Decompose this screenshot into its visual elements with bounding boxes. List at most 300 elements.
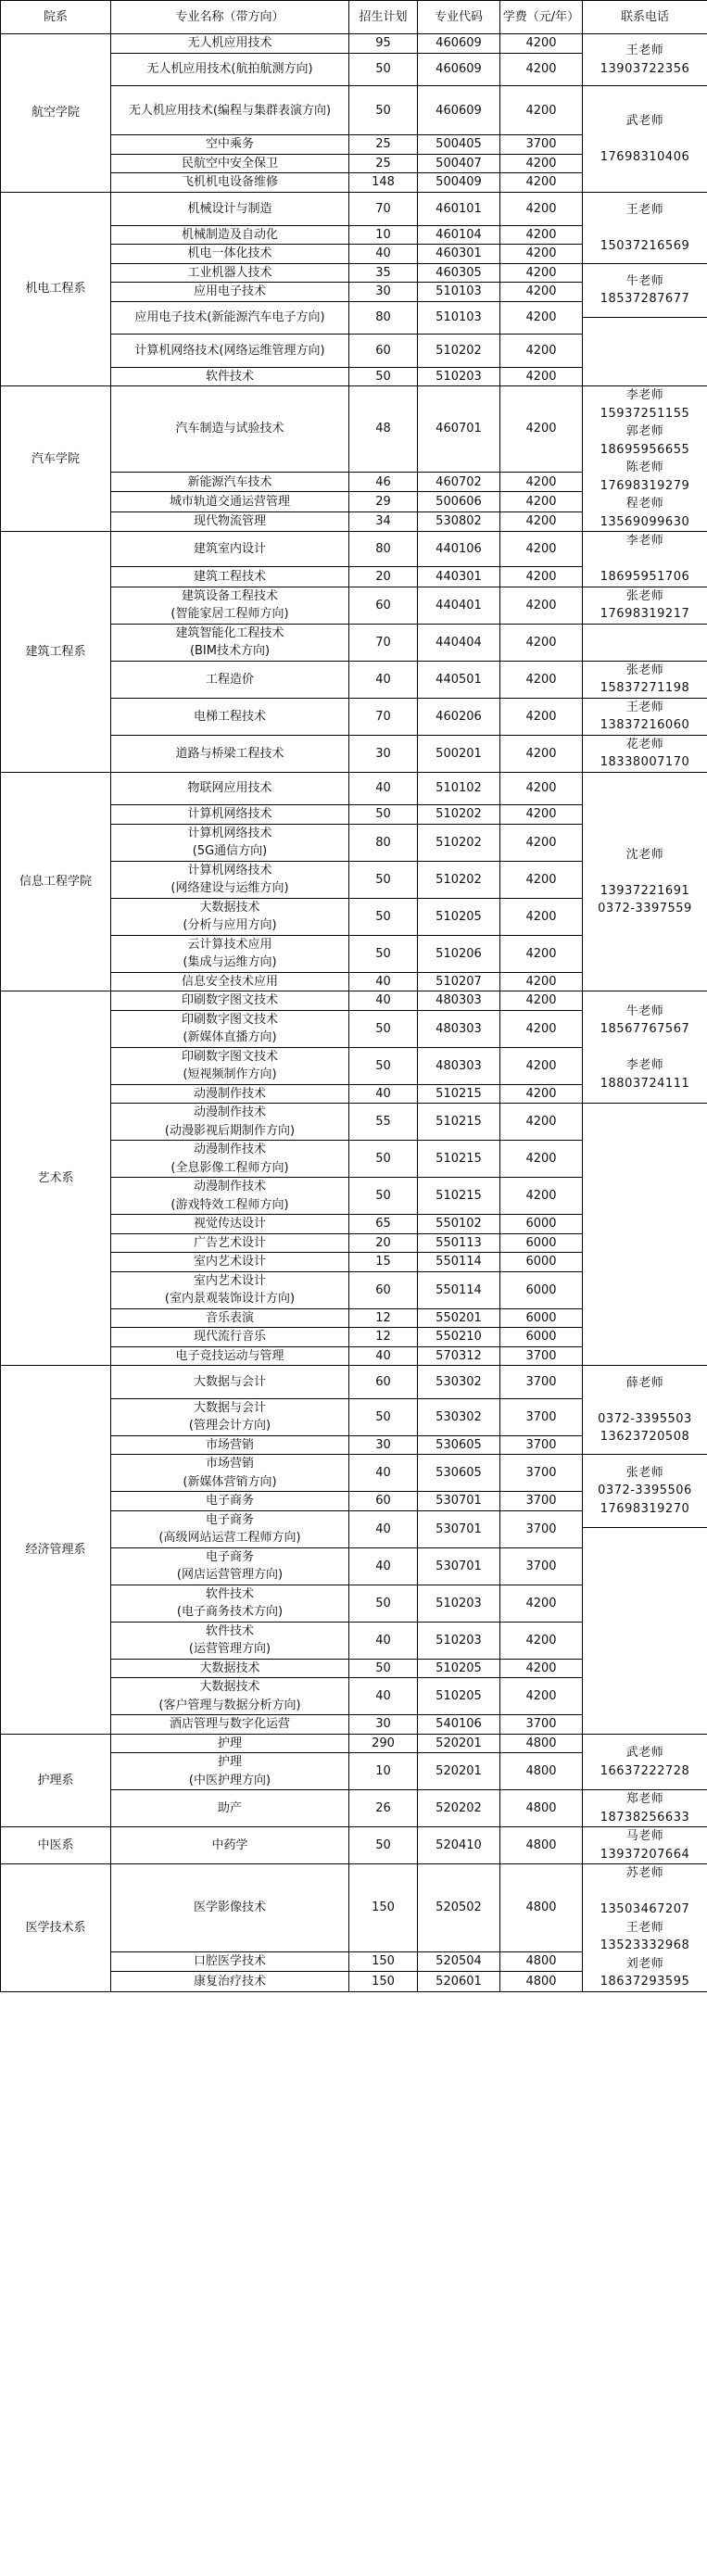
code-cell: 480303 [418, 1010, 500, 1047]
code-cell: 510205 [418, 1678, 500, 1715]
code-cell: 530302 [418, 1398, 500, 1435]
fee-cell: 3700 [500, 1510, 583, 1547]
major-cell: 大数据与会计 [111, 1366, 349, 1399]
major-cell: 医学影像技术 [111, 1864, 349, 1951]
contact-cell [583, 1527, 707, 1734]
fee-cell: 4200 [500, 511, 583, 531]
major-cell: 视觉传达设计 [111, 1215, 349, 1234]
table-row [1, 772, 707, 789]
code-cell: 500201 [418, 735, 500, 772]
code-cell: 510215 [418, 1141, 500, 1178]
major-cell: 软件技术 [111, 367, 349, 386]
code-cell: 510202 [418, 335, 500, 368]
major-cell: 动漫制作技术 (游戏特效工程师方向) [111, 1178, 349, 1215]
code-cell: 480303 [418, 1047, 500, 1084]
header-fee: 学费（元/年） [500, 1, 583, 34]
code-cell: 460702 [418, 473, 500, 492]
plan-cell: 10 [349, 225, 418, 245]
fee-cell: 3700 [500, 1547, 583, 1585]
fee-cell: 4200 [500, 301, 583, 335]
major-cell: 物联网应用技术 [111, 772, 349, 805]
major-cell: 机械设计与制造 [111, 192, 349, 225]
major-cell: 机械制造及自动化 [111, 225, 349, 245]
contact-cell: 武老师 17698310406 [583, 86, 707, 193]
code-cell: 460609 [418, 34, 500, 54]
contact-cell: 李老师 15937251155 郭老师 18695956655 陈老师 17698319279 程老师 13569099630 [583, 386, 707, 532]
code-cell: 460104 [418, 225, 500, 245]
table-body [1, 34, 707, 1992]
major-cell: 口腔医学技术 [111, 1951, 349, 1972]
plan-cell: 65 [349, 1215, 418, 1234]
code-cell: 530302 [418, 1366, 500, 1399]
major-cell: 电梯工程技术 [111, 698, 349, 735]
code-cell: 520502 [418, 1864, 500, 1951]
contact-cell: 苏老师 13503467207 王老师 13523332968 刘老师 18637293595 [583, 1864, 707, 1992]
fee-cell: 4800 [500, 1753, 583, 1790]
code-cell: 530701 [418, 1547, 500, 1585]
table-row [1, 1734, 707, 1753]
contact-cell: 花老师 18338007170 [583, 735, 707, 772]
plan-cell: 25 [349, 154, 418, 173]
code-cell: 460701 [418, 386, 500, 473]
plan-cell: 60 [349, 1492, 418, 1511]
header-row [1, 1, 707, 34]
plan-cell: 150 [349, 1864, 418, 1951]
code-cell: 510215 [418, 1084, 500, 1104]
major-cell: 市场营销 (新媒体营销方向) [111, 1455, 349, 1492]
major-cell: 无人机应用技术(编程与集群表演方向) [111, 86, 349, 135]
code-cell: 440404 [418, 624, 500, 661]
plan-cell: 40 [349, 1455, 418, 1492]
code-cell: 520201 [418, 1753, 500, 1790]
fee-cell: 4200 [500, 225, 583, 245]
plan-cell: 12 [349, 1308, 418, 1328]
code-cell: 510202 [418, 805, 500, 825]
fee-cell: 4200 [500, 1010, 583, 1047]
plan-cell: 40 [349, 1084, 418, 1104]
fee-cell: 4200 [500, 1585, 583, 1622]
fee-cell: 4200 [500, 532, 583, 567]
major-cell: 建筑室内设计 [111, 532, 349, 567]
code-cell: 440301 [418, 567, 500, 587]
major-cell: 印刷数字图文技术 [111, 991, 349, 1011]
header-plan: 招生计划 [349, 1, 418, 34]
major-cell: 动漫制作技术 (全息影像工程师方向) [111, 1141, 349, 1178]
contact-cell: 马老师 13937207664 [583, 1827, 707, 1864]
table-row [1, 1366, 707, 1383]
fee-cell: 4800 [500, 1864, 583, 1951]
code-cell: 520504 [418, 1951, 500, 1972]
fee-cell: 4200 [500, 824, 583, 861]
plan-cell: 70 [349, 192, 418, 225]
dept-cell: 经济管理系 [1, 1366, 111, 1735]
code-cell: 550210 [418, 1328, 500, 1347]
major-cell: 印刷数字图文技术 (新媒体直播方向) [111, 1010, 349, 1047]
code-cell: 550114 [418, 1271, 500, 1308]
fee-cell: 6000 [500, 1253, 583, 1272]
fee-cell: 3700 [500, 1435, 583, 1455]
table-row [1, 34, 707, 54]
code-cell: 510205 [418, 898, 500, 935]
fee-cell: 3700 [500, 1346, 583, 1366]
table-row [1, 1827, 707, 1846]
fee-cell: 4800 [500, 1790, 583, 1827]
plan-cell: 50 [349, 1398, 418, 1435]
plan-cell: 12 [349, 1328, 418, 1347]
contact-cell: 张老师 0372-3395506 17698319270 [583, 1455, 707, 1527]
code-cell: 480303 [418, 991, 500, 1011]
plan-cell: 50 [349, 1585, 418, 1622]
plan-cell: 20 [349, 567, 418, 587]
fee-cell: 4200 [500, 86, 583, 135]
plan-cell: 50 [349, 1047, 418, 1084]
plan-cell: 80 [349, 824, 418, 861]
major-cell: 室内艺术设计 [111, 1253, 349, 1272]
plan-cell: 70 [349, 698, 418, 735]
major-cell: 大数据与会计 (管理会计方向) [111, 1398, 349, 1435]
fee-cell: 4200 [500, 698, 583, 735]
major-cell: 护理 [111, 1734, 349, 1753]
contact-cell [583, 318, 707, 386]
table-row [1, 386, 707, 404]
major-cell: 动漫制作技术 [111, 1084, 349, 1104]
fee-cell: 4200 [500, 1141, 583, 1178]
fee-cell: 4200 [500, 1678, 583, 1715]
code-cell: 440401 [418, 587, 500, 624]
fee-cell: 4800 [500, 1972, 583, 1992]
plan-cell: 35 [349, 263, 418, 283]
dept-cell: 建筑工程系 [1, 532, 111, 773]
code-cell: 510202 [418, 824, 500, 861]
fee-cell: 4200 [500, 735, 583, 772]
major-cell: 大数据技术 (客户管理与数据分析方向) [111, 1678, 349, 1715]
major-cell: 电子商务 (高级网站运营工程师方向) [111, 1510, 349, 1547]
major-cell: 建筑设备工程技术 (智能家居工程师方向) [111, 587, 349, 624]
fee-cell: 6000 [500, 1328, 583, 1347]
major-cell: 酒店管理与数字化运营 [111, 1715, 349, 1735]
code-cell: 460206 [418, 698, 500, 735]
code-cell: 500409 [418, 173, 500, 193]
plan-cell: 148 [349, 173, 418, 193]
plan-cell: 40 [349, 991, 418, 1011]
major-cell: 计算机网络技术 (5G通信方向) [111, 824, 349, 861]
major-cell: 现代物流管理 [111, 511, 349, 531]
code-cell: 550102 [418, 1215, 500, 1234]
code-cell: 500606 [418, 492, 500, 511]
major-cell: 印刷数字图文技术 (短视频制作方向) [111, 1047, 349, 1084]
fee-cell: 4200 [500, 245, 583, 264]
major-cell: 大数据技术 [111, 1659, 349, 1678]
major-cell: 无人机应用技术 [111, 34, 349, 54]
dept-cell: 航空学院 [1, 34, 111, 193]
plan-cell: 48 [349, 386, 418, 473]
plan-cell: 46 [349, 473, 418, 492]
contact-cell: 王老师 13903722356 [583, 34, 707, 86]
fee-cell: 4200 [500, 861, 583, 898]
contact-cell: 牛老师 18567767567 李老师 18803724111 [583, 991, 707, 1104]
plan-cell: 40 [349, 1346, 418, 1366]
plan-cell: 50 [349, 1178, 418, 1215]
fee-cell: 3700 [500, 135, 583, 155]
fee-cell: 4200 [500, 53, 583, 86]
table-row [1, 532, 707, 549]
dept-cell: 艺术系 [1, 991, 111, 1366]
dept-cell: 护理系 [1, 1734, 111, 1827]
dept-cell: 汽车学院 [1, 386, 111, 532]
table-row [1, 1864, 707, 1882]
plan-cell: 50 [349, 935, 418, 972]
plan-cell: 40 [349, 772, 418, 805]
fee-cell: 4200 [500, 772, 583, 805]
fee-cell: 4200 [500, 367, 583, 386]
fee-cell: 4200 [500, 34, 583, 54]
major-cell: 动漫制作技术 (动漫影视后期制作方向) [111, 1104, 349, 1141]
code-cell: 510215 [418, 1104, 500, 1141]
major-cell: 广告艺术设计 [111, 1233, 349, 1253]
code-cell: 520202 [418, 1790, 500, 1827]
major-cell: 空中乘务 [111, 135, 349, 155]
code-cell: 550201 [418, 1308, 500, 1328]
major-cell: 新能源汽车技术 [111, 473, 349, 492]
plan-cell: 50 [349, 805, 418, 825]
plan-cell: 95 [349, 34, 418, 54]
fee-cell: 4200 [500, 492, 583, 511]
major-cell: 汽车制造与试验技术 [111, 386, 349, 473]
fee-cell: 4200 [500, 935, 583, 972]
major-cell: 飞机机电设备维修 [111, 173, 349, 193]
major-cell: 云计算技术应用 (集成与运维方向) [111, 935, 349, 972]
code-cell: 440106 [418, 532, 500, 567]
major-cell: 康复治疗技术 [111, 1972, 349, 1992]
code-cell: 530701 [418, 1510, 500, 1547]
contact-cell: 薛老师 0372-3395503 13623720508 [583, 1366, 707, 1455]
plan-cell: 40 [349, 1622, 418, 1659]
major-cell: 计算机网络技术 [111, 805, 349, 825]
plan-cell: 50 [349, 1141, 418, 1178]
table-row [1, 192, 707, 208]
plan-cell: 40 [349, 1678, 418, 1715]
fee-cell: 4200 [500, 661, 583, 698]
code-cell: 530802 [418, 511, 500, 531]
plan-cell: 150 [349, 1972, 418, 1992]
plan-cell: 40 [349, 1547, 418, 1585]
code-cell: 520601 [418, 1972, 500, 1992]
fee-cell: 4200 [500, 386, 583, 473]
fee-cell: 4200 [500, 263, 583, 283]
major-cell: 工业机器人技术 [111, 263, 349, 283]
code-cell: 510203 [418, 1622, 500, 1659]
code-cell: 530605 [418, 1435, 500, 1455]
major-cell: 软件技术 (电子商务技术方向) [111, 1585, 349, 1622]
fee-cell: 4200 [500, 1178, 583, 1215]
code-cell: 510202 [418, 861, 500, 898]
contact-cell: 武老师 16637222728 [583, 1734, 707, 1790]
plan-cell: 150 [349, 1951, 418, 1972]
major-cell: 计算机网络技术 (网络建设与运维方向) [111, 861, 349, 898]
code-cell: 440501 [418, 661, 500, 698]
major-cell: 计算机网络技术(网络运维管理方向) [111, 335, 349, 368]
dept-cell: 机电工程系 [1, 192, 111, 385]
plan-cell: 40 [349, 1510, 418, 1547]
major-cell: 应用电子技术 [111, 283, 349, 302]
plan-cell: 80 [349, 532, 418, 567]
fee-cell: 4200 [500, 283, 583, 302]
major-cell: 信息安全技术应用 [111, 972, 349, 991]
fee-cell: 4200 [500, 898, 583, 935]
header-major: 专业名称（带方向） [111, 1, 349, 34]
plan-cell: 60 [349, 335, 418, 368]
plan-cell: 40 [349, 661, 418, 698]
plan-cell: 40 [349, 972, 418, 991]
plan-cell: 290 [349, 1734, 418, 1753]
code-cell: 530605 [418, 1455, 500, 1492]
major-cell: 电子商务 [111, 1492, 349, 1511]
major-cell: 城市轨道交通运营管理 [111, 492, 349, 511]
major-cell: 市场营销 [111, 1435, 349, 1455]
fee-cell: 3700 [500, 1398, 583, 1435]
code-cell: 510206 [418, 935, 500, 972]
plan-cell: 50 [349, 86, 418, 135]
fee-cell: 4200 [500, 154, 583, 173]
plan-cell: 50 [349, 53, 418, 86]
major-cell: 应用电子技术(新能源汽车电子方向) [111, 301, 349, 335]
fee-cell: 4200 [500, 335, 583, 368]
fee-cell: 4200 [500, 1104, 583, 1141]
fee-cell: 4200 [500, 1622, 583, 1659]
dept-cell: 中医系 [1, 1827, 111, 1864]
code-cell: 510103 [418, 283, 500, 302]
major-cell: 电子商务 (网店运营管理方向) [111, 1547, 349, 1585]
plan-cell: 30 [349, 735, 418, 772]
fee-cell: 6000 [500, 1215, 583, 1234]
major-cell: 道路与桥梁工程技术 [111, 735, 349, 772]
major-cell: 护理 (中医护理方向) [111, 1753, 349, 1790]
plan-cell: 55 [349, 1104, 418, 1141]
fee-cell: 4200 [500, 473, 583, 492]
fee-cell: 3700 [500, 1715, 583, 1735]
code-cell: 540106 [418, 1715, 500, 1735]
fee-cell: 4200 [500, 587, 583, 624]
fee-cell: 3700 [500, 1455, 583, 1492]
fee-cell: 3700 [500, 1366, 583, 1399]
plan-cell: 50 [349, 861, 418, 898]
fee-cell: 4800 [500, 1827, 583, 1864]
plan-cell: 25 [349, 135, 418, 155]
code-cell: 510102 [418, 772, 500, 805]
major-cell: 机电一体化技术 [111, 245, 349, 264]
dept-cell: 信息工程学院 [1, 772, 111, 991]
table-row [1, 991, 707, 1011]
major-cell: 建筑智能化工程技术 (BIM技术方向) [111, 624, 349, 661]
code-cell: 530701 [418, 1492, 500, 1511]
fee-cell: 4200 [500, 1659, 583, 1678]
plan-cell: 50 [349, 1659, 418, 1678]
plan-cell: 50 [349, 898, 418, 935]
major-cell: 软件技术 (运营管理方向) [111, 1622, 349, 1659]
code-cell: 520201 [418, 1734, 500, 1753]
fee-cell: 4200 [500, 1084, 583, 1104]
contact-cell: 张老师 17698319217 [583, 587, 707, 624]
code-cell: 520410 [418, 1827, 500, 1864]
code-cell: 550113 [418, 1233, 500, 1253]
plan-cell: 30 [349, 1715, 418, 1735]
code-cell: 500405 [418, 135, 500, 155]
code-cell: 460609 [418, 86, 500, 135]
contact-cell [583, 1104, 707, 1366]
plan-cell: 60 [349, 1271, 418, 1308]
major-cell: 无人机应用技术(航拍航测方向) [111, 53, 349, 86]
contact-cell [583, 624, 707, 661]
dept-cell: 医学技术系 [1, 1864, 111, 1992]
contact-cell: 郑老师 18738256633 [583, 1790, 707, 1827]
code-cell: 550114 [418, 1253, 500, 1272]
code-cell: 510207 [418, 972, 500, 991]
major-cell: 中药学 [111, 1827, 349, 1864]
plan-cell: 29 [349, 492, 418, 511]
contact-cell: 李老师 18695951706 [583, 532, 707, 587]
major-cell: 工程造价 [111, 661, 349, 698]
plan-cell: 60 [349, 587, 418, 624]
code-cell: 510103 [418, 301, 500, 335]
contact-cell: 张老师 15837271198 [583, 661, 707, 698]
code-cell: 460609 [418, 53, 500, 86]
fee-cell: 6000 [500, 1271, 583, 1308]
fee-cell: 4200 [500, 624, 583, 661]
plan-cell: 50 [349, 367, 418, 386]
plan-cell: 80 [349, 301, 418, 335]
code-cell: 500407 [418, 154, 500, 173]
contact-cell: 牛老师 18537287677 [583, 263, 707, 318]
major-cell: 电子竞技运动与管理 [111, 1346, 349, 1366]
fee-cell: 4200 [500, 192, 583, 225]
fee-cell: 4200 [500, 1047, 583, 1084]
major-cell: 民航空中安全保卫 [111, 154, 349, 173]
fee-cell: 3700 [500, 1492, 583, 1511]
header-code: 专业代码 [418, 1, 500, 34]
fee-cell: 4200 [500, 173, 583, 193]
plan-cell: 30 [349, 1435, 418, 1455]
code-cell: 570312 [418, 1346, 500, 1366]
major-cell: 现代流行音乐 [111, 1328, 349, 1347]
major-cell: 大数据技术 (分析与应用方向) [111, 898, 349, 935]
plan-cell: 40 [349, 245, 418, 264]
major-cell: 助产 [111, 1790, 349, 1827]
contact-cell: 王老师 13837216060 [583, 698, 707, 735]
plan-cell: 50 [349, 1827, 418, 1864]
fee-cell: 6000 [500, 1308, 583, 1328]
major-cell: 音乐表演 [111, 1308, 349, 1328]
code-cell: 510203 [418, 1585, 500, 1622]
plan-cell: 15 [349, 1253, 418, 1272]
fee-cell: 6000 [500, 1233, 583, 1253]
plan-cell: 30 [349, 283, 418, 302]
plan-cell: 34 [349, 511, 418, 531]
major-cell: 建筑工程技术 [111, 567, 349, 587]
plan-cell: 70 [349, 624, 418, 661]
header-phone: 联系电话 [583, 1, 707, 34]
code-cell: 460301 [418, 245, 500, 264]
header-dept: 院系 [1, 1, 111, 34]
major-cell: 室内艺术设计 (室内景观装饰设计方向) [111, 1271, 349, 1308]
contact-cell: 沈老师 13937221691 0372-3397559 [583, 772, 707, 991]
fee-cell: 4200 [500, 567, 583, 587]
code-cell: 510205 [418, 1659, 500, 1678]
code-cell: 510215 [418, 1178, 500, 1215]
code-cell: 460101 [418, 192, 500, 225]
contact-cell: 王老师 15037216569 [583, 192, 707, 263]
fee-cell: 4800 [500, 1734, 583, 1753]
fee-cell: 4200 [500, 991, 583, 1011]
